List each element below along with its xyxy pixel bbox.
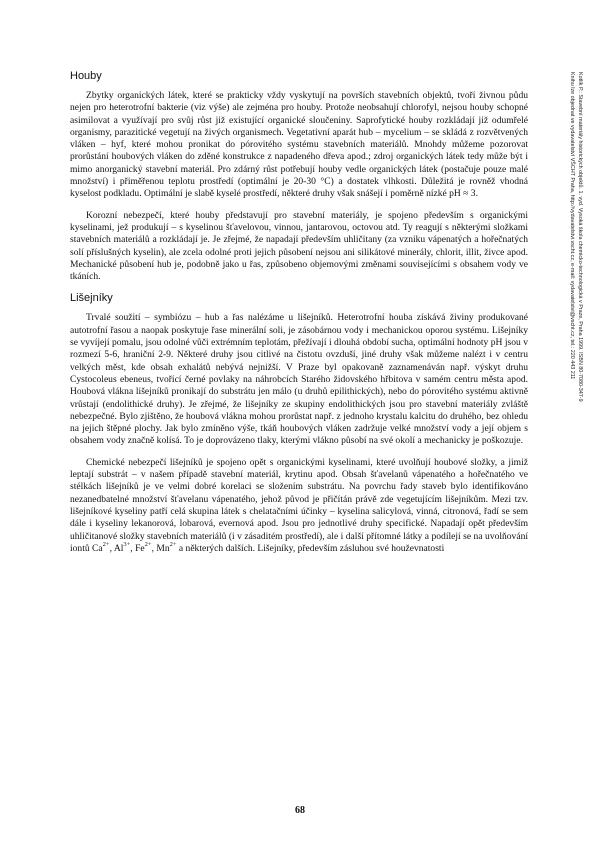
section-heading-houby: Houby	[70, 70, 102, 82]
ion-al: $Al^{3+}$	[113, 540, 131, 554]
ion-fe: $Fe^{2+}$	[135, 540, 152, 554]
paragraph-text: Chemické nebezpečí lišejníků je spojeno opět s organickými kyselinami, které uvolňují houbové složky, a jimiž leptají substrát – v našem případě stavební materiál, krytinu apod. Obsah šťavelanů vápenatého a hořečnatého ve stélkách lišejníků je ve velmi dobré korelaci se složením substrátu. Na povrchu řady staveb bylo identifikováno nezanedbatelné množství šťavelanu vápenatého, jehož původ je přičítán právě zde vegetujícím lišejníkům. Mezi tzv. lišejníkové kyseliny patří celá skupina látek s chelatačními účinky – kyselina salicylová, vinná, citronová, řadí se sem dále i kyseliny lekanorová, lobarová, evernová apod. Jsou pro jednotlivé druhy specifické. Napadají opět především uhličitanové složky stavebních materiálů (i v zásaditém prostředí), ale i další přítomné látky a podílejí se na uvolňování iontů	[70, 456, 528, 554]
order-info-line: Knihu lze objednat ve vydavatelství VŠCHT Praha, http://vydavatelstvi.vscht.cz, e-mail: vydavatelstvi@vscht.cz, tel.: 220 443 211	[569, 72, 575, 380]
paragraph: Korozní nebezpečí, které houby představují pro stavební materiály, je spojeno především s organickými kyselinami, jež produkují – s kyselinou šťavelovou, vinnou, jantarovou, octovou atd. Ty reagují s některými složkami stavebních materiálů a rozkládají je. Je zřejmé, že napadají především uhličitany (za vzniku vápenatých a hořečnatých solí příslušných kyselin), ale zcela odolné proti jejich působení nejsou ani silikátové minerály, chlorit, illit, živce apod. Mechanické působení hub je, podobně jako u řas, způsobeno objemovými změnami souvisejícími s obsahem vody ve tkáních.	[70, 209, 528, 283]
main-text	[70, 70, 528, 564]
page-number: 68	[295, 805, 305, 816]
paragraph: Zbytky organických látek, které se prakticky vždy vyskytují na površích stavebních objektů, tvoří živnou půdu nejen pro heterotrofní bakterie (viz výše) ale zejména pro houby. Protože neobsahují chlorofyl, nejsou houby schopné asimilovat a využívají pro svůj růst již existující organické sloučeniny. Saprofytické houby rozkládají již odumřelé organismy, parazitické vegetují na živých organismech. Vegetativní aparát hub – mycelium – se skládá z rozvětvených vláken – hyf, které mohou pronikat do pórovitého systému stavebních materiálů. Mnohdy můžeme pozorovat prorůstání houbových vláken do zděné konstrukce z napadeného dřeva apod.; zdroj organických látek tedy může být i mimo anorganický stavební materiál. Pro zdárný růst potřebují houby vedle organických látek (postačuje pouze malé množství) i přiměřenou teplotu prostředí (optimální je 20-30 °C) a dostatek vlhkosti. Důležitá je rovněž vhodná kyselost podkladu. Optimální je slabě kyselé prostředí, některé druhy však snášejí i poměrně nízké pH ≈ 3.	[70, 90, 528, 200]
paragraph-with-ions: Chemické nebezpečí lišejníků je spojeno opět s organickými kyselinami, které uvolňují houbové složky, a jimiž leptají substrát – v našem případě stavební materiál, krytinu apod. Obsah šťavelanů vápenatého a hořečnatého ve stélkách lišejníků je ve velmi dobré korelaci se složením substrátu. Na povrchu řady staveb bylo identifikováno nezanedbatelné množství šťavelanu vápenatého, jehož původ je přičítán právě zde vegetujícím lišejníkům. Mezi tzv. lišejníkové kyseliny patří celá skupina látek s chelatačními účinky – kyselina salicylová, vinná, citronová, řadí se sem dále i kyseliny lekanorová, lobarová, evernová apod. Jsou pro jednotlivé druhy specifické. Napadají opět především uhličitanové složky stavebních materiálů (i v zásaditém prostředí), ale i další přítomné látky a podílejí se na uvolňování iontů $Ca^{2+}$, $Al^{3+}$, $Fe^{2+}$, $Mn^{2+}$ a některých dalších. Lišejníky, především zásluhou své houževnatosti	[70, 456, 528, 554]
paragraph: Trvalé soužití – symbiózu – hub a řas nalézáme u lišejníků. Heterotrofní houba získává živiny produkované autotrofní řasou a naopak poskytuje řase minerální soli, je zásobárnou vody i mechanickou oporou systému. Lišejníky se vyvíjejí pomalu, jsou odolné vůči extrémním teplotám, přežívají i dlouhá období sucha, optimální hodnoty pH jsou v rozmezí 5-6, hraniční 2-9. Některé druhy jsou citlivé na čistotu ovzduší, jiné druhy však můžeme nalézt i v centru velkých měst, kde obsah exhalátů nebývá nejnižší. V Praze byl opakovaně zaznamenáván např. výskyt druhu Cystocoleus ebeneus, tvořící černé povlaky na náhrobcích Starého židovského hřbitova v samém centru města apod. Houbová vlákna lišejníků pronikají do substrátu jen málo (u druhů epilithických), nebo do pórovitého systému aktivně vrůstají (endolithické druhy). Je zřejmé, že lišejníky ze skupiny endolithických jsou pro stavební materiály zvláště nebezpečné. Bylo zjištěno, že houbová vlákna mohou prorůstat např. z jednoho krystalu kalcitu do druhého, bez ohledu na jejich štěpné plochy. Jak bylo zmíněno výše, tkáň houbových vláken zadržuje velké množství vody a její objem s obsahem vody značně kolísá. To je doprovázeno tlaky, kterými vlákno působí na své okolí a mechanicky je poškozuje.	[70, 312, 528, 447]
section-heading-lisejniky: Lišejníky	[70, 292, 113, 305]
ion-ca: $Ca^{2+}$	[92, 540, 110, 554]
ion-mn: $Mn^{2+}$	[156, 540, 177, 554]
side-citation	[568, 72, 584, 632]
citation-line: Kotlík P.: Stavební materiály historických objektů. 1. vyd. Vysoká škola chemicko-technologická v Praze, Praha 1999. ISBN 80-7080-347-9	[577, 72, 583, 402]
paragraph-tail: a některých dalších. Lišejníky, především zásluhou své houževnatosti	[178, 542, 445, 554]
